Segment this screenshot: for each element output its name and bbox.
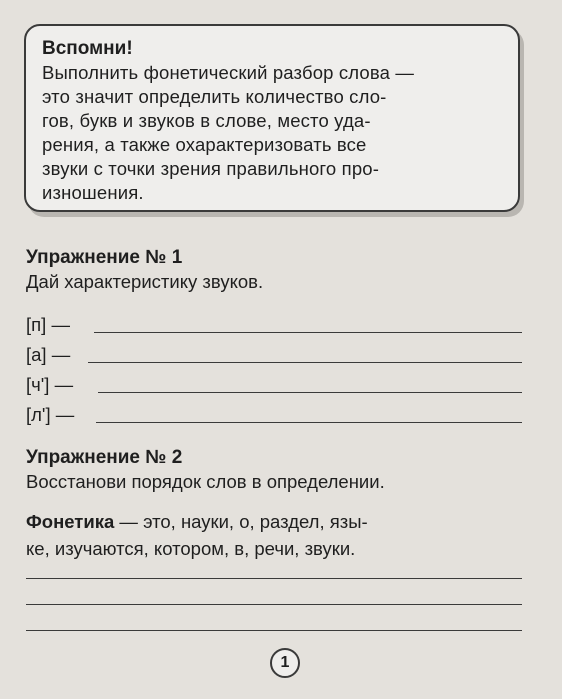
exercise-2 — [26, 446, 526, 494]
exercise-1-title: Упражнение № 1 — [26, 247, 183, 268]
answer-line[interactable] — [26, 630, 522, 631]
reminder-line: изношения. — [42, 182, 144, 203]
exercise-1 — [26, 246, 526, 294]
sound-label: [п] — — [26, 314, 70, 335]
definition-words-line-1: — это, науки, о, раздел, язы- — [114, 511, 368, 532]
definition-text — [26, 508, 526, 562]
definition-words-line-2: ке, изучаются, котором, в, речи, звуки. — [26, 538, 356, 559]
sound-answer-row — [26, 372, 522, 400]
reminder-line: гов, букв и звуков в слове, место уда- — [42, 110, 371, 131]
definition-term: Фонетика — [26, 511, 115, 532]
sound-answer-row — [26, 312, 522, 340]
reminder-line: рения, а также охарактеризовать все — [42, 134, 367, 155]
reminder-box — [24, 24, 520, 212]
sound-label: [л'] — — [26, 404, 75, 425]
answer-line[interactable] — [96, 422, 522, 423]
reminder-line: это значит определить количество сло- — [42, 86, 387, 107]
reminder-line: Выполнить фонетический разбор слова — — [42, 62, 415, 83]
sound-label: [а] — — [26, 344, 71, 365]
sound-label: [ч'] — — [26, 374, 74, 395]
reminder-text — [42, 61, 504, 205]
exercise-1-task: Дай характеристику звуков. — [26, 271, 264, 292]
answer-line[interactable] — [26, 578, 522, 579]
sound-answer-row — [26, 342, 522, 370]
sound-answer-row — [26, 402, 522, 430]
answer-line[interactable] — [88, 362, 522, 363]
exercise-2-task: Восстанови порядок слов в определении. — [26, 471, 385, 492]
answer-line[interactable] — [26, 604, 522, 605]
reminder-line: звуки с точки зрения правильного про- — [42, 158, 380, 179]
answer-line[interactable] — [94, 332, 522, 333]
answer-line[interactable] — [98, 392, 522, 393]
exercise-2-title: Упражнение № 2 — [26, 447, 183, 468]
page-number-badge: 1 — [270, 648, 300, 678]
reminder-title: Вспомни! — [42, 38, 133, 59]
